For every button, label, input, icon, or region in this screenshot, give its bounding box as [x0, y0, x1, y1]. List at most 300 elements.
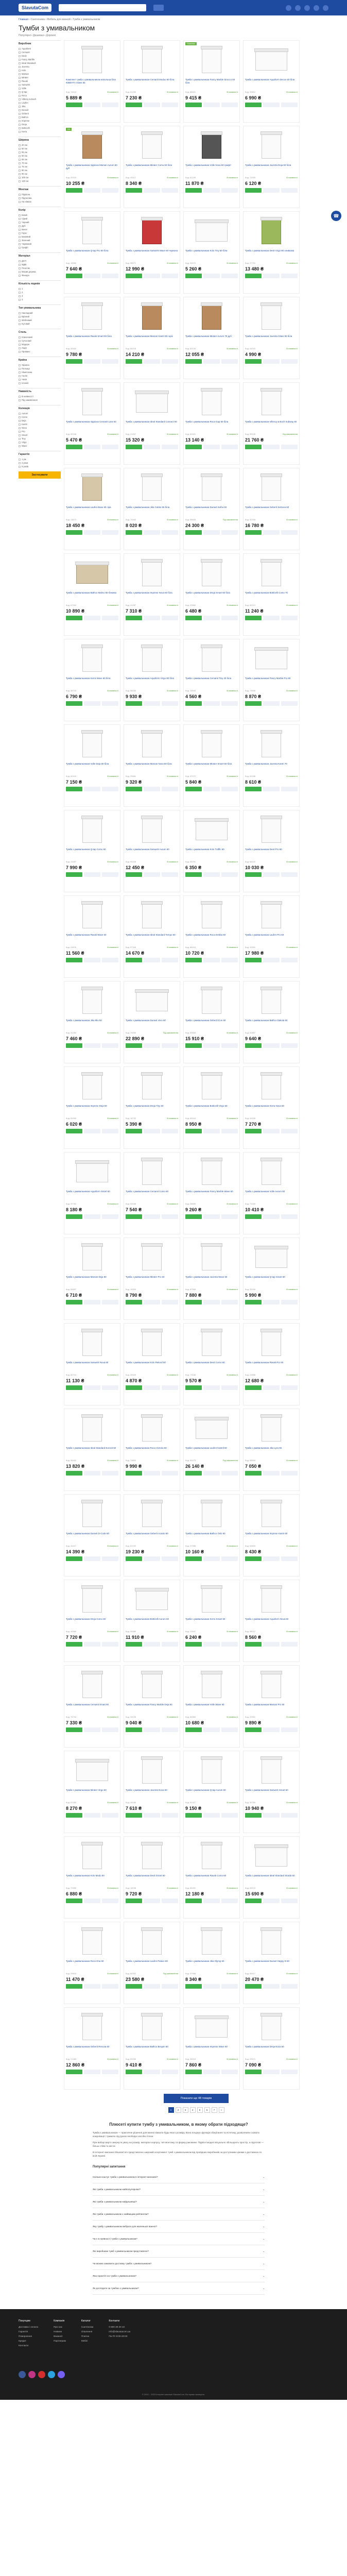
compare-button[interactable]	[203, 1214, 220, 1219]
compare-button[interactable]	[144, 1471, 160, 1476]
filter-title[interactable]: Наявність	[19, 388, 61, 393]
checkbox[interactable]	[19, 423, 21, 426]
checkbox[interactable]	[19, 162, 21, 164]
product-image[interactable]	[190, 728, 233, 761]
wishlist-button[interactable]	[102, 1300, 118, 1304]
checkbox[interactable]	[19, 462, 21, 464]
product-image[interactable]	[190, 1070, 233, 1103]
buy-button[interactable]	[126, 274, 142, 278]
product-card[interactable]	[243, 1580, 300, 1662]
wishlist-button[interactable]	[221, 103, 238, 107]
wishlist-button[interactable]	[281, 1129, 298, 1133]
buy-button[interactable]	[66, 1471, 82, 1476]
checkbox[interactable]	[19, 340, 21, 342]
checkbox[interactable]	[19, 236, 21, 238]
product-image[interactable]	[131, 300, 173, 333]
heart-icon[interactable]	[304, 5, 310, 11]
product-image[interactable]	[131, 1070, 173, 1103]
checkbox[interactable]	[19, 106, 21, 108]
checkbox[interactable]	[19, 382, 21, 384]
product-name[interactable]: Тумба з умивальником Kolo Rekord 50	[126, 1361, 166, 1364]
wishlist-button[interactable]	[221, 188, 238, 193]
product-image[interactable]	[250, 899, 292, 932]
buy-button[interactable]	[185, 1300, 202, 1304]
product-image[interactable]	[250, 215, 292, 248]
buy-button[interactable]	[126, 1813, 142, 1818]
compare-button[interactable]	[203, 1300, 220, 1304]
filter-option[interactable]	[19, 378, 61, 381]
filter-option[interactable]	[19, 457, 61, 461]
buy-button[interactable]	[66, 1556, 82, 1561]
product-image[interactable]	[131, 471, 173, 504]
filter-option[interactable]	[19, 235, 61, 239]
compare-button[interactable]	[144, 188, 160, 193]
filter-title[interactable]: Тип умивальника	[19, 304, 61, 310]
buy-button[interactable]	[66, 188, 82, 193]
checkbox[interactable]	[19, 264, 21, 266]
buy-button[interactable]	[126, 958, 142, 962]
buy-button[interactable]	[245, 1642, 262, 1647]
product-image[interactable]	[250, 129, 292, 162]
product-name[interactable]: Тумба з умивальником Kerra Smart 50	[185, 1618, 225, 1620]
product-name[interactable]: Тумба з умивальником Mirater Pro 60	[126, 1276, 165, 1278]
wishlist-button[interactable]	[221, 445, 238, 449]
product-card[interactable]	[64, 1751, 120, 1833]
product-name[interactable]: Тумба з умивальником Devit Virgo 80 оливкова	[245, 249, 294, 252]
product-card[interactable]	[64, 981, 120, 1063]
buy-button[interactable]	[245, 445, 262, 449]
checkbox[interactable]	[19, 177, 21, 179]
product-name[interactable]: Тумба з умивальником Ravak Como 60	[185, 1874, 227, 1877]
compare-button[interactable]	[144, 1899, 160, 1903]
product-card[interactable]	[64, 1665, 120, 1748]
wishlist-button[interactable]	[102, 1642, 118, 1647]
compare-button[interactable]	[203, 1043, 220, 1048]
filter-option[interactable]	[19, 398, 61, 402]
product-card[interactable]	[243, 639, 300, 721]
product-name[interactable]: Тумба з умивальником Geberit Renova 60	[66, 2045, 110, 2048]
product-name[interactable]: Тумба з умивальником Bathco Bergen 60	[126, 2045, 168, 2048]
product-card[interactable]	[243, 895, 300, 978]
wishlist-button[interactable]	[102, 188, 118, 193]
compare-button[interactable]	[144, 1300, 160, 1304]
filter-option[interactable]	[19, 412, 61, 415]
compare-button[interactable]	[203, 1385, 220, 1390]
filter-option[interactable]	[19, 422, 61, 426]
filter-option[interactable]	[19, 65, 61, 69]
checkbox[interactable]	[19, 225, 21, 227]
compare-button[interactable]	[203, 1556, 220, 1561]
wishlist-button[interactable]	[162, 1642, 178, 1647]
filter-option[interactable]	[19, 370, 61, 374]
compare-button[interactable]	[84, 1899, 100, 1903]
checkbox[interactable]	[19, 413, 21, 415]
product-name[interactable]: Тумба з умивальником Ideal Standard Strada 60	[245, 1874, 295, 1877]
page-link[interactable]: 6	[204, 2107, 210, 2113]
wishlist-button[interactable]	[221, 1727, 238, 1732]
filter-option[interactable]	[19, 168, 61, 172]
buy-button[interactable]	[126, 1385, 142, 1390]
compare-button[interactable]	[203, 188, 220, 193]
footer-link[interactable]: Доставка і оплата	[19, 2326, 39, 2328]
product-image[interactable]	[71, 642, 113, 675]
filter-option[interactable]	[19, 76, 61, 79]
product-name[interactable]: Тумба з умивальником Kerra Wave 60 біла	[66, 677, 111, 680]
checkbox[interactable]	[19, 344, 21, 346]
faq-item[interactable]	[93, 2282, 265, 2295]
checkbox[interactable]	[19, 323, 21, 325]
product-name[interactable]: Тумба з умивальником Fancy Marble Deja 60	[126, 1703, 172, 1706]
product-image[interactable]	[71, 386, 113, 419]
telegram-icon[interactable]	[48, 2371, 55, 2378]
buy-button[interactable]	[66, 616, 82, 620]
product-card[interactable]	[64, 553, 120, 636]
product-image[interactable]	[71, 2011, 113, 2044]
wishlist-button[interactable]	[102, 1214, 118, 1219]
product-name[interactable]: Тумба з умивальником Ideal Standard Connect 60	[126, 420, 177, 423]
footer-link[interactable]: info@slavutacom.ua	[109, 2330, 131, 2333]
product-image[interactable]	[131, 1412, 173, 1445]
filter-option[interactable]	[19, 311, 61, 315]
youtube-icon[interactable]	[38, 2371, 45, 2378]
buy-button[interactable]	[185, 103, 202, 107]
product-card[interactable]	[124, 40, 180, 123]
product-name[interactable]: Тумба з умивальником Villeroy & Boch Subway 60	[245, 420, 297, 423]
product-name[interactable]: Тумба з умивальником Ravak Pro 60	[245, 1361, 284, 1364]
buy-button[interactable]	[126, 188, 142, 193]
filter-option[interactable]	[19, 69, 61, 72]
compare-button[interactable]	[263, 1129, 280, 1133]
product-image[interactable]	[190, 1156, 233, 1189]
product-name[interactable]: Тумба з умивальником Roca Debba 60	[185, 934, 226, 936]
filter-option[interactable]	[19, 119, 61, 123]
product-card[interactable]	[183, 382, 240, 465]
product-image[interactable]	[190, 1669, 233, 1702]
wishlist-button[interactable]	[221, 1385, 238, 1390]
buy-button[interactable]	[185, 1813, 202, 1818]
product-image[interactable]	[131, 1925, 173, 1958]
wishlist-button[interactable]	[162, 616, 178, 620]
filter-option[interactable]	[19, 246, 61, 249]
wishlist-button[interactable]	[221, 958, 238, 962]
buy-button[interactable]	[66, 1899, 82, 1903]
wishlist-button[interactable]	[281, 1642, 298, 1647]
wishlist-button[interactable]	[162, 1385, 178, 1390]
checkbox[interactable]	[19, 288, 21, 290]
product-name[interactable]: Тумба з умивальником Juventa Nova 60	[126, 1789, 167, 1791]
buy-button[interactable]	[66, 1984, 82, 1989]
filter-option[interactable]	[19, 200, 61, 204]
product-name[interactable]: Тумба з умивальником Ravak Smart 60 біла	[66, 335, 112, 337]
checkbox[interactable]	[19, 240, 21, 242]
filter-option[interactable]	[19, 270, 61, 274]
product-name[interactable]: Тумба з умивальником Q-tap Smart 50	[245, 1276, 285, 1278]
checkbox[interactable]	[19, 52, 21, 54]
product-card[interactable]	[124, 981, 180, 1063]
product-card[interactable]	[64, 297, 120, 379]
filter-option[interactable]	[19, 97, 61, 101]
wishlist-button[interactable]	[162, 1556, 178, 1561]
compare-button[interactable]	[203, 2070, 220, 2074]
buy-button[interactable]	[185, 616, 202, 620]
product-name[interactable]: Тумба з умивальником Jika Cubito 55 біла	[126, 506, 170, 509]
product-card[interactable]	[183, 1409, 240, 1491]
checkbox[interactable]	[19, 84, 21, 86]
buy-button[interactable]	[245, 103, 262, 107]
wishlist-button[interactable]	[281, 1984, 298, 1989]
checkbox[interactable]	[19, 319, 21, 321]
checkbox[interactable]	[19, 299, 21, 301]
footer-link[interactable]: Партнерам	[54, 2340, 66, 2342]
product-image[interactable]	[131, 1840, 173, 1873]
checkbox[interactable]	[19, 222, 21, 224]
product-card[interactable]	[124, 724, 180, 807]
product-card[interactable]	[64, 468, 120, 550]
compare-button[interactable]	[203, 1899, 220, 1903]
product-name[interactable]: Тумба з умивальником Mirater Como 60 біла	[126, 164, 172, 166]
product-image[interactable]	[250, 642, 292, 675]
product-name[interactable]: Тумба з умивальником Jika Olymp 60	[185, 1960, 224, 1962]
wishlist-button[interactable]	[281, 359, 298, 364]
buy-button[interactable]	[126, 1727, 142, 1732]
compare-button[interactable]	[84, 1300, 100, 1304]
checkbox[interactable]	[19, 95, 21, 97]
apply-filters-button[interactable]: Застосувати	[19, 471, 61, 479]
product-name[interactable]: Тумба з умивальником Geberit Selnova 60	[245, 506, 289, 509]
compare-button[interactable]	[84, 1813, 100, 1818]
checkbox[interactable]	[19, 459, 21, 461]
buy-button[interactable]	[185, 701, 202, 706]
filter-title[interactable]: Гарантія	[19, 451, 61, 456]
product-name[interactable]: Тумба з умивальником Geberit Acanto 60	[126, 1532, 168, 1535]
wishlist-button[interactable]	[281, 701, 298, 706]
checkbox[interactable]	[19, 232, 21, 234]
checkbox[interactable]	[19, 416, 21, 418]
compare-button[interactable]	[84, 1471, 100, 1476]
compare-button[interactable]	[84, 872, 100, 877]
product-name[interactable]: Тумба з умивальником Q-tap Aurum 60	[185, 1789, 226, 1791]
buy-button[interactable]	[245, 872, 262, 877]
checkbox[interactable]	[19, 66, 21, 68]
product-card[interactable]	[243, 1323, 300, 1405]
product-image[interactable]	[250, 44, 292, 77]
filter-option[interactable]	[19, 123, 61, 126]
product-name[interactable]: Тумба з умивальником Botticelli Virgo 60	[185, 1105, 228, 1107]
checkbox[interactable]	[19, 197, 21, 199]
buy-button[interactable]	[185, 1129, 202, 1133]
product-card[interactable]	[64, 1922, 120, 2004]
buy-button[interactable]	[185, 1385, 202, 1390]
checkbox[interactable]	[19, 442, 21, 444]
buy-button[interactable]	[185, 1727, 202, 1732]
wishlist-button[interactable]	[221, 872, 238, 877]
faq-item[interactable]	[93, 2208, 265, 2221]
filter-option[interactable]	[19, 90, 61, 94]
filter-option[interactable]	[19, 130, 61, 133]
buy-button[interactable]	[66, 1300, 82, 1304]
filter-option[interactable]	[19, 224, 61, 228]
product-image[interactable]	[131, 1583, 173, 1616]
wishlist-button[interactable]	[281, 1727, 298, 1732]
wishlist-button[interactable]	[162, 274, 178, 278]
wishlist-button[interactable]	[162, 1300, 178, 1304]
product-image[interactable]	[190, 814, 233, 846]
wishlist-button[interactable]	[281, 445, 298, 449]
product-name[interactable]: Тумба з умивальником Sanwerk Aurum 60	[126, 848, 169, 851]
checkbox[interactable]	[19, 170, 21, 172]
product-name[interactable]: Тумба з умивальником Volle Aurum 60	[245, 1190, 285, 1193]
wishlist-button[interactable]	[102, 1471, 118, 1476]
faq-item[interactable]	[93, 2258, 265, 2270]
wishlist-button[interactable]	[102, 701, 118, 706]
wishlist-button[interactable]	[281, 1471, 298, 1476]
wishlist-button[interactable]	[281, 188, 298, 193]
filter-option[interactable]	[19, 239, 61, 242]
product-name[interactable]: Тумба з умивальником Fancy Marble Pro 60	[245, 677, 291, 680]
product-card[interactable]	[124, 639, 180, 721]
filter-option[interactable]	[19, 115, 61, 119]
wishlist-button[interactable]	[221, 359, 238, 364]
wishlist-button[interactable]	[102, 1129, 118, 1133]
wishlist-button[interactable]	[102, 103, 118, 107]
product-image[interactable]	[71, 814, 113, 846]
product-name[interactable]: Тумба з умивальником Laufen Palace 60	[126, 1960, 168, 1962]
checkbox[interactable]	[19, 275, 21, 277]
compare-button[interactable]	[263, 1642, 280, 1647]
compare-button[interactable]	[203, 103, 220, 107]
filter-option[interactable]	[19, 179, 61, 183]
buy-button[interactable]	[126, 616, 142, 620]
buy-button[interactable]	[245, 530, 262, 535]
product-image[interactable]	[190, 1583, 233, 1616]
product-card[interactable]	[183, 1836, 240, 1919]
filter-option[interactable]	[19, 165, 61, 168]
compare-button[interactable]	[263, 616, 280, 620]
wishlist-button[interactable]	[162, 701, 178, 706]
wishlist-button[interactable]	[102, 1984, 118, 1989]
product-card[interactable]	[124, 1323, 180, 1405]
product-image[interactable]	[190, 899, 233, 932]
product-card[interactable]	[243, 553, 300, 636]
buy-button[interactable]	[126, 1471, 142, 1476]
product-card[interactable]	[124, 1494, 180, 1577]
filter-option[interactable]	[19, 426, 61, 430]
product-name[interactable]: Тумба з умивальником Volle Nova 60 графіт	[185, 164, 231, 166]
product-card[interactable]	[183, 40, 240, 123]
product-image[interactable]	[71, 471, 113, 504]
product-card[interactable]	[124, 895, 180, 978]
wishlist-button[interactable]	[281, 274, 298, 278]
wishlist-button[interactable]	[162, 1129, 178, 1133]
product-name[interactable]: Тумба з умивальником Kolo Tiny 50 біла	[185, 249, 228, 252]
buy-button[interactable]	[66, 787, 82, 791]
product-card[interactable]	[124, 1238, 180, 1320]
compare-button[interactable]	[144, 958, 160, 962]
product-name[interactable]: Тумба з умивальником Mirater Aurum 70 дуб	[185, 335, 232, 337]
filter-title[interactable]: Колір	[19, 207, 61, 212]
product-image[interactable]	[131, 129, 173, 162]
buy-button[interactable]	[126, 701, 142, 706]
compare-button[interactable]	[144, 103, 160, 107]
footer-link[interactable]: Повернення	[19, 2335, 32, 2337]
product-card[interactable]	[124, 1409, 180, 1491]
buy-button[interactable]	[66, 701, 82, 706]
product-card[interactable]	[183, 211, 240, 294]
product-card[interactable]	[243, 382, 300, 465]
wishlist-button[interactable]	[281, 1556, 298, 1561]
compare-button[interactable]	[84, 530, 100, 535]
product-image[interactable]	[250, 728, 292, 761]
filter-option[interactable]	[19, 465, 61, 468]
compare-button[interactable]	[84, 359, 100, 364]
product-name[interactable]: Тумба з умивальником Aquaform Nova 60	[245, 1618, 289, 1620]
filter-option[interactable]	[19, 61, 61, 65]
product-name[interactable]: Тумба з умивальником Botticelli Como 70	[245, 591, 288, 594]
product-card[interactable]	[64, 724, 120, 807]
page-link[interactable]: 1	[168, 2107, 174, 2113]
checkbox[interactable]	[19, 434, 21, 436]
compare-button[interactable]	[203, 872, 220, 877]
checkbox[interactable]	[19, 62, 21, 64]
wishlist-button[interactable]	[162, 359, 178, 364]
compare-icon[interactable]	[314, 5, 319, 11]
compare-button[interactable]	[263, 445, 280, 449]
filter-option[interactable]	[19, 350, 61, 353]
product-card[interactable]	[124, 126, 180, 208]
filter-option[interactable]	[19, 87, 61, 90]
wishlist-button[interactable]	[221, 1214, 238, 1219]
product-card[interactable]	[183, 895, 240, 978]
checkbox[interactable]	[19, 148, 21, 150]
product-name[interactable]: Тумба з умивальником Duravit D-Code 60	[66, 1532, 109, 1535]
compare-button[interactable]	[263, 701, 280, 706]
compare-button[interactable]	[84, 958, 100, 962]
product-image[interactable]	[250, 1412, 292, 1445]
product-image[interactable]	[71, 1241, 113, 1274]
buy-button[interactable]	[245, 1899, 262, 1903]
filter-option[interactable]	[19, 433, 61, 437]
compare-button[interactable]	[144, 872, 160, 877]
compare-button[interactable]	[144, 445, 160, 449]
compare-button[interactable]	[203, 1642, 220, 1647]
checkbox[interactable]	[19, 80, 21, 82]
product-name[interactable]: Тумба з умивальником Aquaform Smart 60	[66, 1190, 110, 1193]
product-card[interactable]	[124, 1066, 180, 1149]
buy-button[interactable]	[245, 1129, 262, 1133]
compare-button[interactable]	[263, 1556, 280, 1561]
product-card[interactable]	[183, 1066, 240, 1149]
compare-button[interactable]	[263, 188, 280, 193]
product-image[interactable]	[131, 1156, 173, 1189]
filter-option[interactable]	[19, 112, 61, 115]
product-image[interactable]	[190, 1327, 233, 1360]
wishlist-button[interactable]	[281, 616, 298, 620]
compare-button[interactable]	[203, 1727, 220, 1732]
product-card[interactable]	[64, 1580, 120, 1662]
buy-button[interactable]	[185, 1642, 202, 1647]
product-card[interactable]	[183, 1580, 240, 1662]
product-name[interactable]: Тумба з умивальником Marsan Nova 60 біла	[126, 762, 172, 765]
buy-button[interactable]	[66, 274, 82, 278]
product-image[interactable]	[71, 899, 113, 932]
faq-item[interactable]	[93, 2270, 265, 2282]
filter-option[interactable]	[19, 339, 61, 343]
wishlist-button[interactable]	[221, 1043, 238, 1048]
filter-option[interactable]	[19, 172, 61, 176]
footer-link[interactable]: Новини	[54, 2330, 62, 2333]
buy-button[interactable]	[245, 1385, 262, 1390]
product-name[interactable]: Тумба з умивальником Imprese Nova 60 біла	[126, 591, 172, 594]
